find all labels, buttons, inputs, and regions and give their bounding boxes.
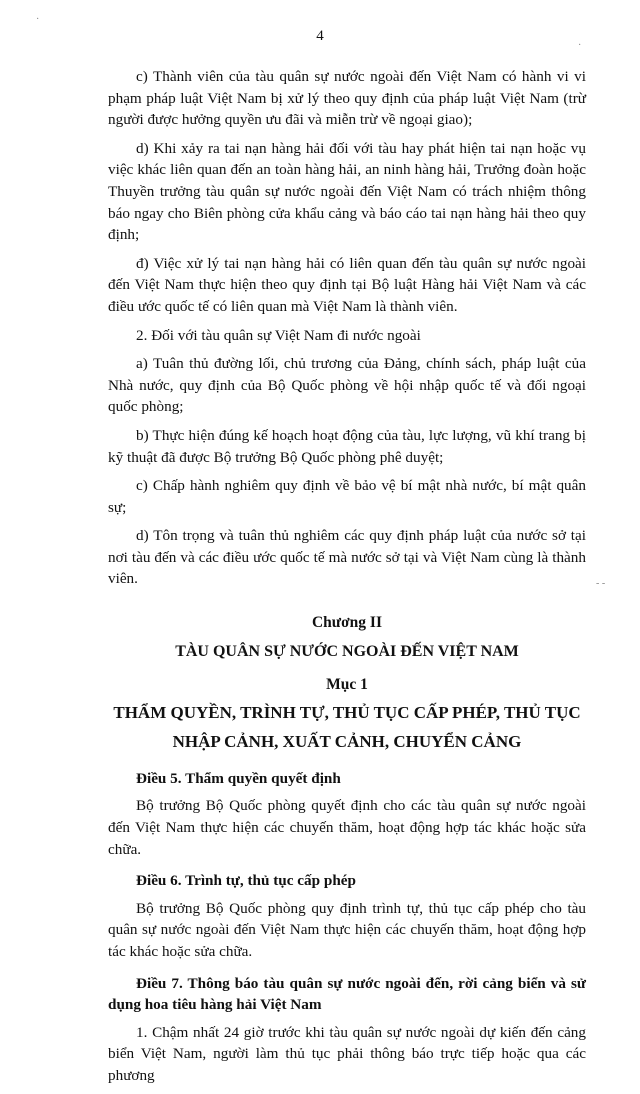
document-body: [108, 66, 586, 1094]
paragraph-clause-2: 2. Đối với tàu quân sự Việt Nam đi nước ngoài: [136, 326, 421, 344]
section-label: Mục 1: [326, 676, 368, 694]
scan-speck: ·: [36, 14, 40, 25]
scan-speck: ·: [578, 40, 582, 51]
article-6-body: Bộ trưởng Bộ Quốc phòng quy định trình tự, thủ tục cấp phép cho tàu quân sự nước ngoài đến Việt Nam thực hiện các chuyến thăm, hoạt động hợp tác khác hoặc sửa chữa.: [108, 899, 586, 960]
section-title-line-2: NHẬP CẢNH, XUẤT CẢNH, CHUYỂN CẢNG: [172, 731, 522, 751]
chapter-label: Chương II: [311, 614, 382, 632]
section-title-line-1: THẨM QUYỀN, TRÌNH TỰ, THỦ TỤC CẤP PHÉP, THỦ TỤC: [113, 702, 581, 722]
article-5-heading: Điều 5. Thẩm quyền quyết định: [136, 769, 341, 787]
paragraph-point-dd: đ) Việc xử lý tai nạn hàng hải có liên quan đến tàu quân sự nước ngoài đến Việt Nam thực hiện theo quy định tại Bộ luật Hàng hải Việt Nam và các điều ước quốc tế có liên quan mà Việt Nam là thành viên.: [108, 254, 586, 315]
article-7-body: 1. Chậm nhất 24 giờ trước khi tàu quân sự nước ngoài dự kiến đến cảng biển Việt Nam, người làm thủ tục phải thông báo trực tiếp hoặc qua các phương: [108, 1023, 586, 1084]
paragraph-point-c: c) Thành viên của tàu quân sự nước ngoài đến Việt Nam có hành vi vi phạm pháp luật Việt Nam bị xử lý theo quy định của pháp luật Việt Nam (trừ người được hưởng quyền ưu đãi và miễn trừ về ngoại giao);: [108, 68, 586, 129]
article-7-heading: Điều 7. Thông báo tàu quân sự nước ngoài đến, rời cảng biển và sử dụng hoa tiêu hàng hải Việt Nam: [108, 974, 586, 1014]
article-5-body: Bộ trưởng Bộ Quốc phòng quyết định cho các tàu quân sự nước ngoài đến Việt Nam thực hiện các chuyến thăm, hoạt động hợp tác khác hoặc sửa chữa.: [108, 797, 586, 858]
paragraph-point-d2: d) Tôn trọng và tuân thủ nghiêm các quy định pháp luật của nước sở tại nơi tàu đến và các điều ước quốc tế mà nước sở tại và Việt Nam cùng là thành viên.: [108, 527, 586, 588]
paragraph-point-d: d) Khi xảy ra tai nạn hàng hải đối với tàu hay phát hiện tai nạn hoặc vụ việc khác liên quan đến an toàn hàng hải, an ninh hàng hải, Trưởng đoàn hoặc Thuyền trưởng tàu quân sự nước ngoài đến Việt Nam có trách nhiệm thông báo ngay cho Biên phòng cửa khẩu cảng và báo cáo tai nạn hàng hải theo quy định;: [108, 139, 586, 244]
paragraph-point-b: b) Thực hiện đúng kế hoạch hoạt động của tàu, lực lượng, vũ khí trang bị kỹ thuật đã được Bộ trưởng Bộ Quốc phòng phê duyệt;: [108, 426, 586, 466]
article-6-heading: Điều 6. Trình tự, thủ tục cấp phép: [136, 872, 356, 890]
chapter-title: TÀU QUÂN SỰ NƯỚC NGOÀI ĐẾN VIỆT NAM: [175, 642, 519, 660]
paragraph-point-c2: c) Chấp hành nghiêm quy định về bảo vệ bí mật nhà nước, bí mật quân sự;: [108, 477, 586, 516]
scan-speck: - -: [596, 578, 606, 589]
page-number: 4: [316, 28, 324, 44]
paragraph-point-a: a) Tuân thủ đường lối, chủ trương của Đảng, chính sách, pháp luật của Nhà nước, quy định của Bộ Quốc phòng về hội nhập quốc tế và đối ngoại quốc phòng;: [108, 355, 586, 416]
